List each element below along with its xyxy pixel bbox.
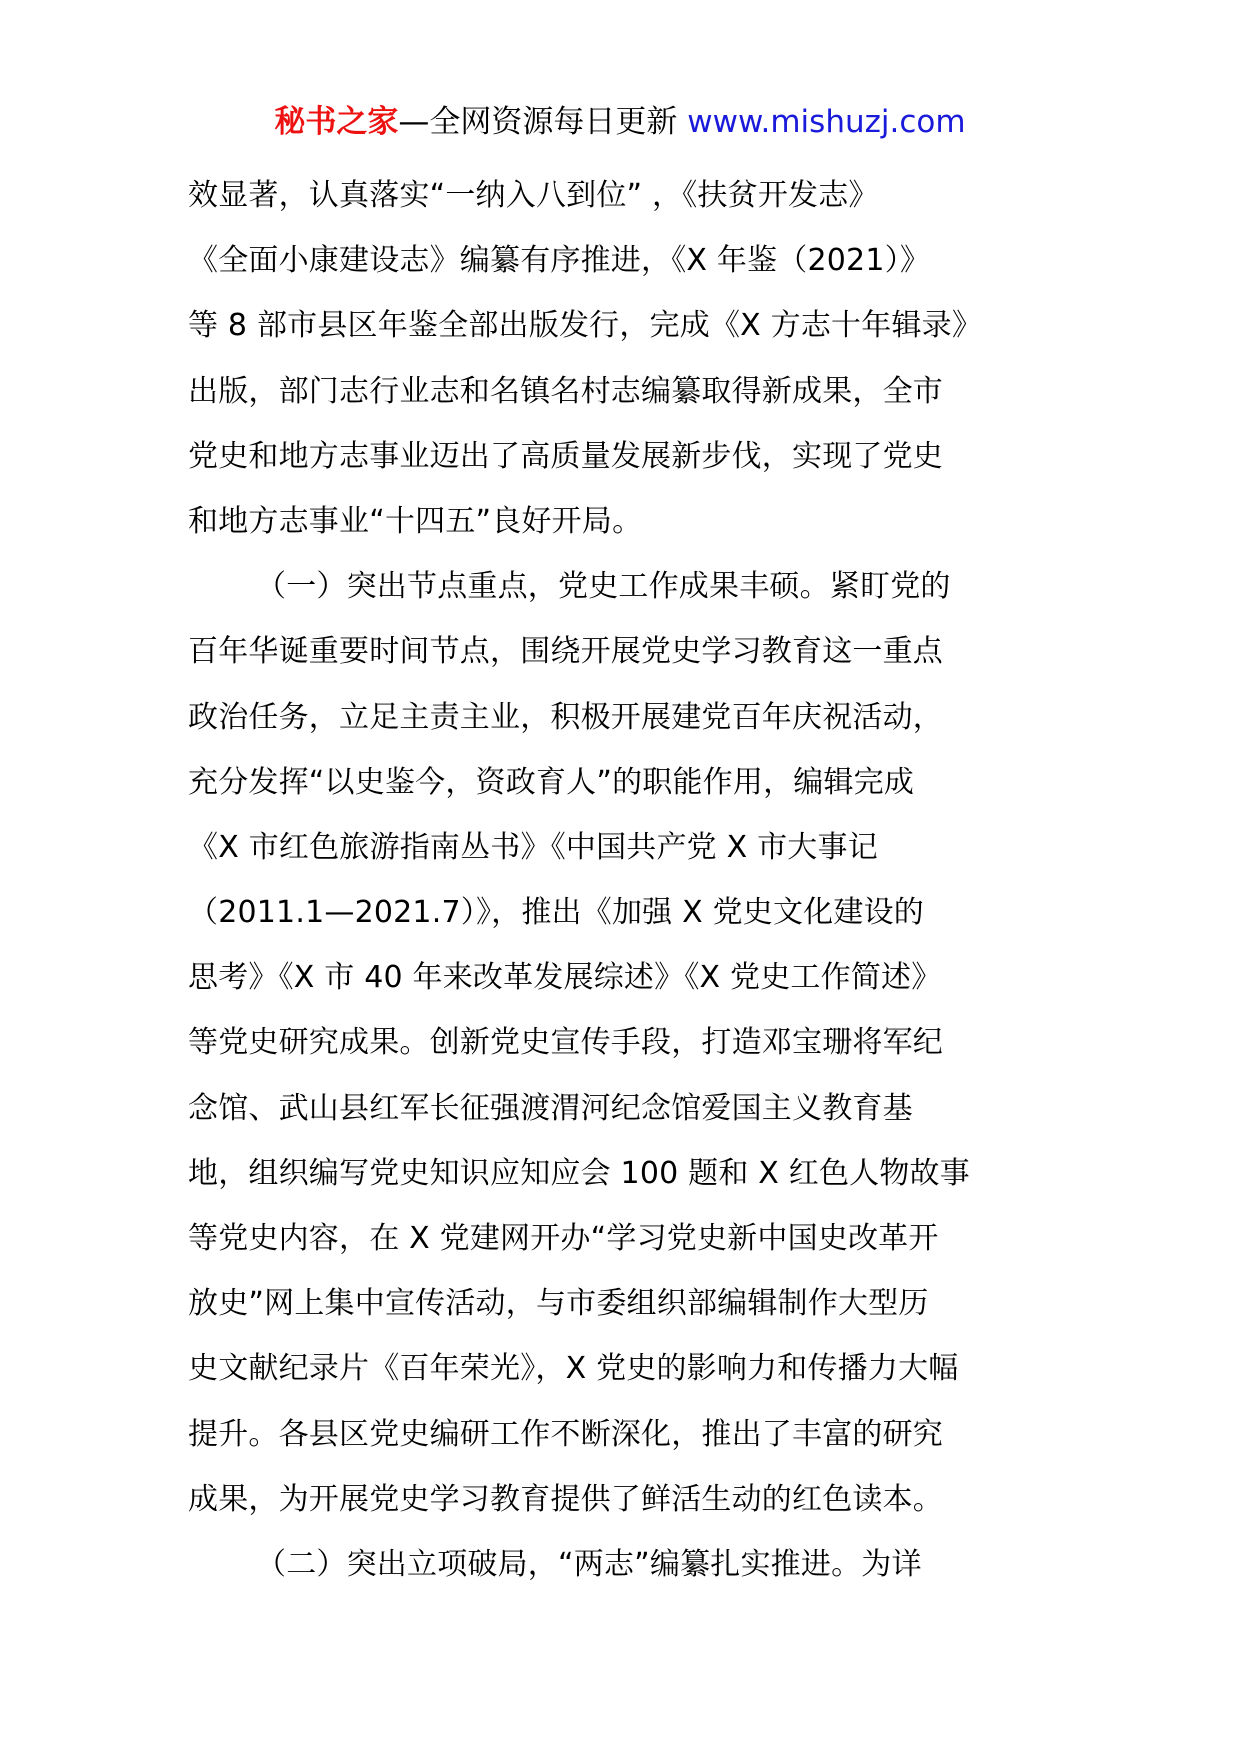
section-heading-line: （二）突出立项破局，“两志”编纂扎实推进。为详 (256, 1546, 922, 1582)
text-line: 党史和地方志事业迈出了高质量发展新步伐，实现了党史 (188, 438, 943, 474)
document-body (188, 163, 1068, 1597)
text-line: 百年华诞重要时间节点，围绕开展党史学习教育这一重点 (188, 634, 943, 670)
text-line: 史文献纪录片《百年荣光》，X 党史的影响力和传播力大幅 (188, 1351, 959, 1387)
text-line: （2011.1—2021.7）》，推出《加强 X 党史文化建设的 (188, 895, 924, 931)
site-url: www.mishuzj.com (687, 104, 966, 140)
text-line: 和地方志事业“十四五”良好开局。 (188, 503, 643, 539)
text-line: 成果，为开展党史学习教育提供了鲜活生动的红色读本。 (188, 1481, 943, 1517)
text-line: 念馆、武山县红军长征强渡渭河纪念馆爱国主义教育基 (188, 1090, 913, 1126)
header-tagline: —全网资源每日更新 (398, 104, 678, 140)
text-line: 等党史内容，在 X 党建网开办“学习党史新中国史改革开 (188, 1221, 939, 1256)
text-line: 放史”网上集中宣传活动，与市委组织部编辑制作大型历 (188, 1286, 929, 1322)
text-line: 充分发挥“以史鉴今，资政育人”的职能作用，编辑完成 (188, 764, 915, 800)
text-line: 提升。各县区党史编研工作不断深化，推出了丰富的研究 (188, 1416, 943, 1452)
text-line: 出版，部门志行业志和名镇名村志编纂取得新成果，全市 (188, 373, 943, 409)
site-header (0, 100, 1240, 144)
text-line: 等党史研究成果。创新党史宣传手段，打造邓宝珊将军纪 (188, 1025, 943, 1061)
text-line: 效显著，认真落实“一纳入八到位” ，《扶贫开发志》 (188, 178, 879, 213)
section-heading-line: （一）突出节点重点，党史工作成果丰硕。紧盯党的 (256, 569, 951, 605)
text-line: 政治任务，立足主责主业，积极开展建党百年庆祝活动， (188, 699, 943, 735)
text-line: 思考》《X 市 40 年来改革发展综述》《X 党史工作简述》 (188, 960, 942, 996)
text-line: 等 8 部市县区年鉴全部出版发行，完成《X 方志十年辑录》 (188, 308, 983, 344)
brand-name: 秘书之家 (274, 104, 399, 140)
text-line: 《全面小康建设志》编纂有序推进，《X 年鉴（2021）》 (188, 243, 931, 279)
text-line: 《X 市红色旅游指南丛书》《中国共产党 X 市大事记 (188, 829, 878, 865)
text-line: 地，组织编写党史知识应知应会 100 题和 X 红色人物故事 (188, 1155, 970, 1191)
